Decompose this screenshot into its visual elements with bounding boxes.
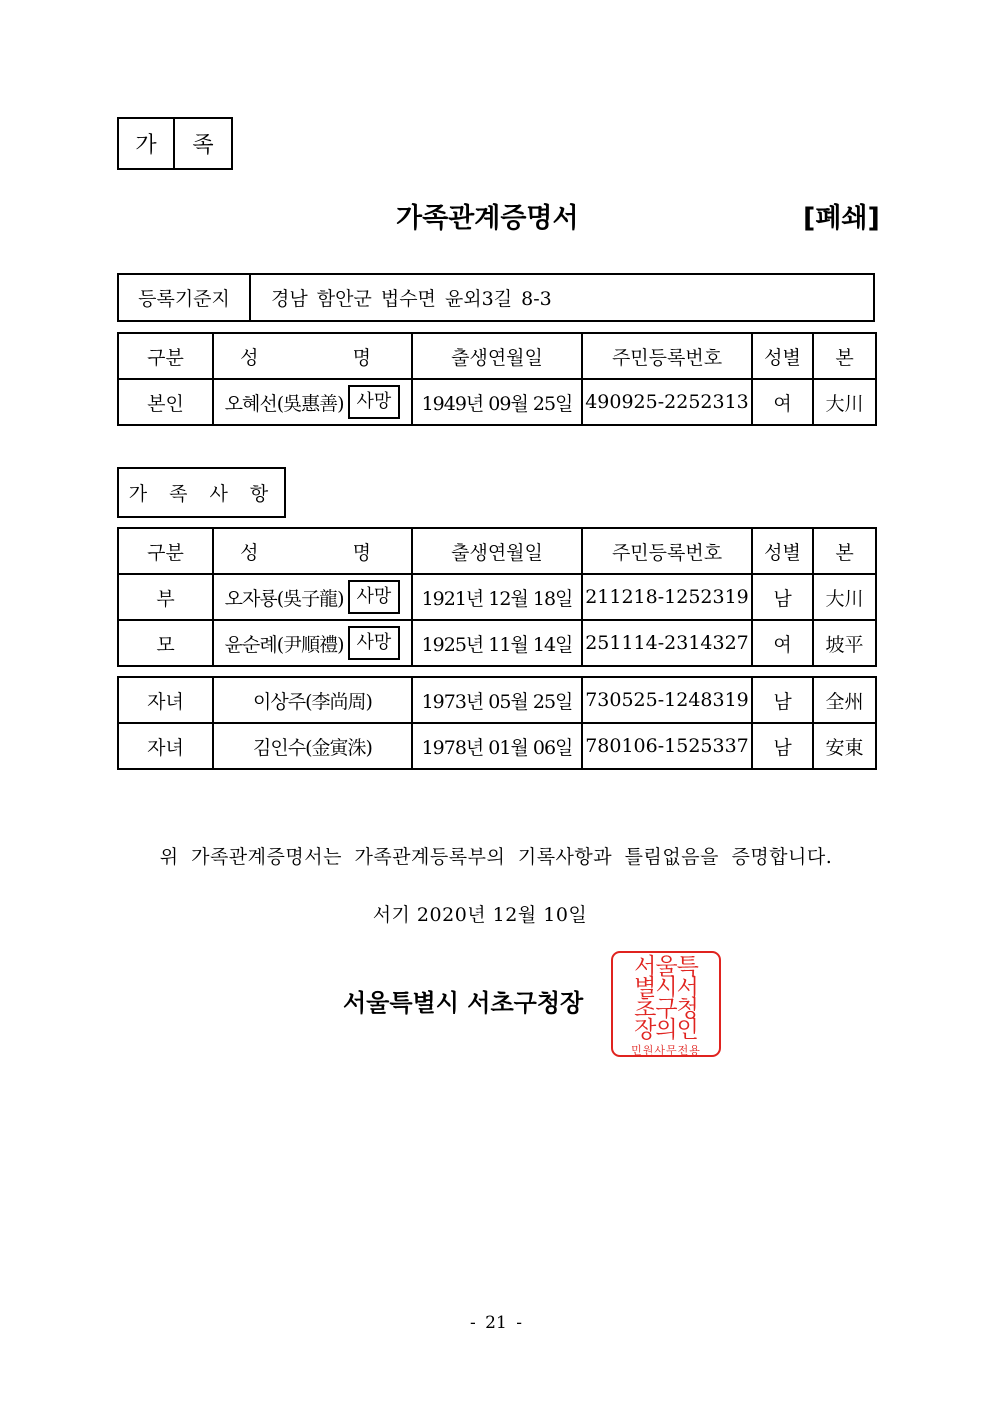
children-table (117, 676, 877, 770)
registration-value: 경남 함안군 법수면 윤외3길 8-3 (271, 288, 552, 310)
child-row (118, 723, 876, 769)
header-birth: 출생연월일 (412, 333, 582, 379)
parent-birth: 1921년 12월 18일 (412, 574, 582, 620)
self-birth: 1949년 09월 25일 (412, 379, 582, 425)
child-name: 이상주(李尚周) (213, 677, 412, 723)
parent-gender: 여 (752, 620, 813, 666)
parent-name-cell (213, 620, 412, 666)
child-clan: 全州 (813, 677, 876, 723)
header-name (213, 528, 412, 574)
self-name: 오혜선(吳惠善) (224, 392, 344, 415)
child-kind: 자녀 (118, 723, 213, 769)
parent-rrn: 251114-2314327 (582, 620, 752, 666)
header-kind: 구분 (118, 528, 213, 574)
registration-box (117, 273, 875, 322)
header-name-text: 성 명 (240, 541, 385, 564)
child-clan: 安東 (813, 723, 876, 769)
parent-deceased-badge: 사망 (348, 626, 401, 660)
parent-birth: 1925년 11월 14일 (412, 620, 582, 666)
seal-line-1: 서울특 (634, 954, 698, 980)
child-kind: 자녀 (118, 677, 213, 723)
header-clan: 본 (813, 528, 876, 574)
registration-label: 등록기준지 (119, 275, 251, 320)
child-birth: 1973년 05월 25일 (412, 677, 582, 723)
child-gender: 남 (752, 677, 813, 723)
section-tag (117, 117, 233, 170)
header-row (118, 528, 876, 574)
self-rrn: 490925-2252313 (582, 379, 752, 425)
parent-row-mother (118, 620, 876, 666)
seal-line-4: 장의인 (634, 1017, 698, 1043)
issuer-name: 서울특별시 서초구청장 (343, 989, 584, 1017)
header-birth: 출생연월일 (412, 528, 582, 574)
official-seal-stamp (611, 951, 721, 1057)
child-rrn: 730525-1248319 (582, 677, 752, 723)
self-table (117, 332, 877, 426)
seal-line-3: 초구청 (634, 996, 698, 1022)
certification-statement: 위 가족관계증명서는 가족관계등록부의 기록사항과 틀림없음을 증명합니다. (159, 846, 833, 868)
child-gender: 남 (752, 723, 813, 769)
self-kind: 본인 (118, 379, 213, 425)
parent-kind: 모 (118, 620, 213, 666)
document-title: 가족관계증명서 (396, 203, 579, 234)
header-name-text: 성 명 (240, 346, 385, 369)
child-birth: 1978년 01월 06일 (412, 723, 582, 769)
child-row (118, 677, 876, 723)
self-gender: 여 (752, 379, 813, 425)
parent-name: 윤순례(尹順禮) (224, 633, 344, 656)
parent-clan: 大川 (813, 574, 876, 620)
self-deceased-badge: 사망 (348, 385, 401, 419)
header-rrn: 주민등록번호 (582, 333, 752, 379)
parent-gender: 남 (752, 574, 813, 620)
parents-table (117, 527, 877, 667)
header-gender: 성별 (752, 528, 813, 574)
header-row (118, 333, 876, 379)
header-name (213, 333, 412, 379)
parent-name: 오자룡(吳子龍) (224, 587, 344, 610)
issue-date: 서기 2020년 12월 10일 (372, 904, 588, 926)
parent-rrn: 211218-1252319 (582, 574, 752, 620)
header-clan: 본 (813, 333, 876, 379)
child-name: 김인수(金寅洙) (213, 723, 412, 769)
header-kind: 구분 (118, 333, 213, 379)
page-number: - 21 - (470, 1313, 522, 1333)
self-row (118, 379, 876, 425)
parent-name-cell (213, 574, 412, 620)
seal-line-2: 별시서 (634, 975, 698, 1001)
section-tag-char-2: 족 (192, 133, 214, 158)
parent-kind: 부 (118, 574, 213, 620)
child-rrn: 780106-1525337 (582, 723, 752, 769)
seal-footer: 민원사무전용 (631, 1044, 701, 1057)
parent-row-father (118, 574, 876, 620)
parent-clan: 坡平 (813, 620, 876, 666)
self-name-cell (213, 379, 412, 425)
document-status: [폐쇄] (803, 203, 880, 234)
parent-deceased-badge: 사망 (348, 580, 401, 614)
section-tag-char-1: 가 (119, 119, 175, 168)
header-rrn: 주민등록번호 (582, 528, 752, 574)
family-section-label: 가 족 사 항 (117, 467, 286, 518)
header-gender: 성별 (752, 333, 813, 379)
self-clan: 大川 (813, 379, 876, 425)
